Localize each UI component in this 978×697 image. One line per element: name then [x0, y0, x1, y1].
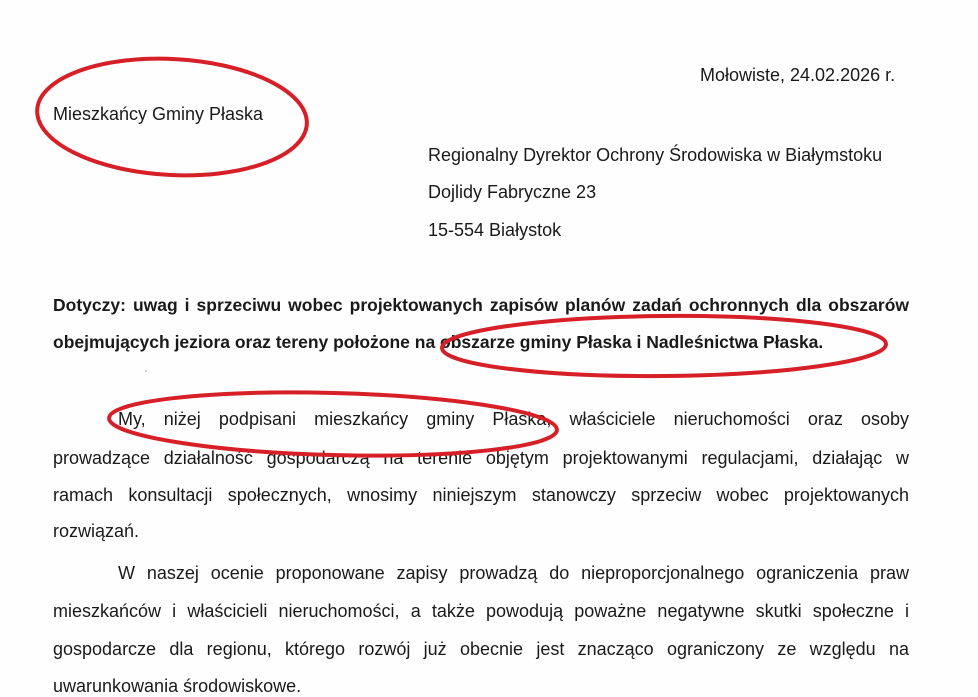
paragraph-1-line-4: rozwiązań.: [53, 521, 140, 541]
scan-speck: [145, 370, 147, 372]
paragraph-2-line-1: W naszej ocenie proponowane zapisy prowadzą do nieproporcjonalnego ograniczenia praw: [118, 563, 909, 583]
subject-line-1: Dotyczy: uwag i sprzeciwu wobec projektowanych zapisów planów zadań ochronnych dla obszarów: [53, 295, 909, 315]
recipient-street: Dojlidy Fabryczne 23: [428, 182, 597, 202]
paragraph-1-line-3: ramach konsultacji społecznych, wnosimy niniejszym stanowczy sprzeciw wobec projektowanych: [53, 485, 909, 505]
paragraph-2-line-4: uwarunkowania środowiskowe.: [53, 676, 302, 696]
paragraph-1-line-1: My, niżej podpisani mieszkańcy gminy Płaska, właściciele nieruchomości oraz osoby: [118, 409, 909, 429]
sender: Mieszkańcy Gminy Płaska: [53, 104, 264, 124]
place-date: Mołowiste, 24.02.2026 r.: [700, 65, 896, 85]
paragraph-2-line-3: gospodarcze dla regionu, którego rozwój już obecnie jest znacząco ograniczony ze względu na: [53, 639, 909, 659]
subject-line-2: obejmujących jeziora oraz tereny położone na obszarze gminy Płaska i Nadleśnictwa Płaska.: [53, 332, 824, 352]
recipient-name: Regionalny Dyrektor Ochrony Środowiska w Białymstoku: [428, 145, 883, 165]
paragraph-1-line-2: prowadzące działalność gospodarczą na terenie objętym projektowanymi regulacjami, działając w: [53, 448, 909, 468]
recipient-city: 15-554 Białystok: [428, 220, 562, 240]
paragraph-2-line-2: mieszkańców i właścicieli nieruchomości, a także powodują poważne negatywne skutki społeczne i: [53, 601, 909, 621]
